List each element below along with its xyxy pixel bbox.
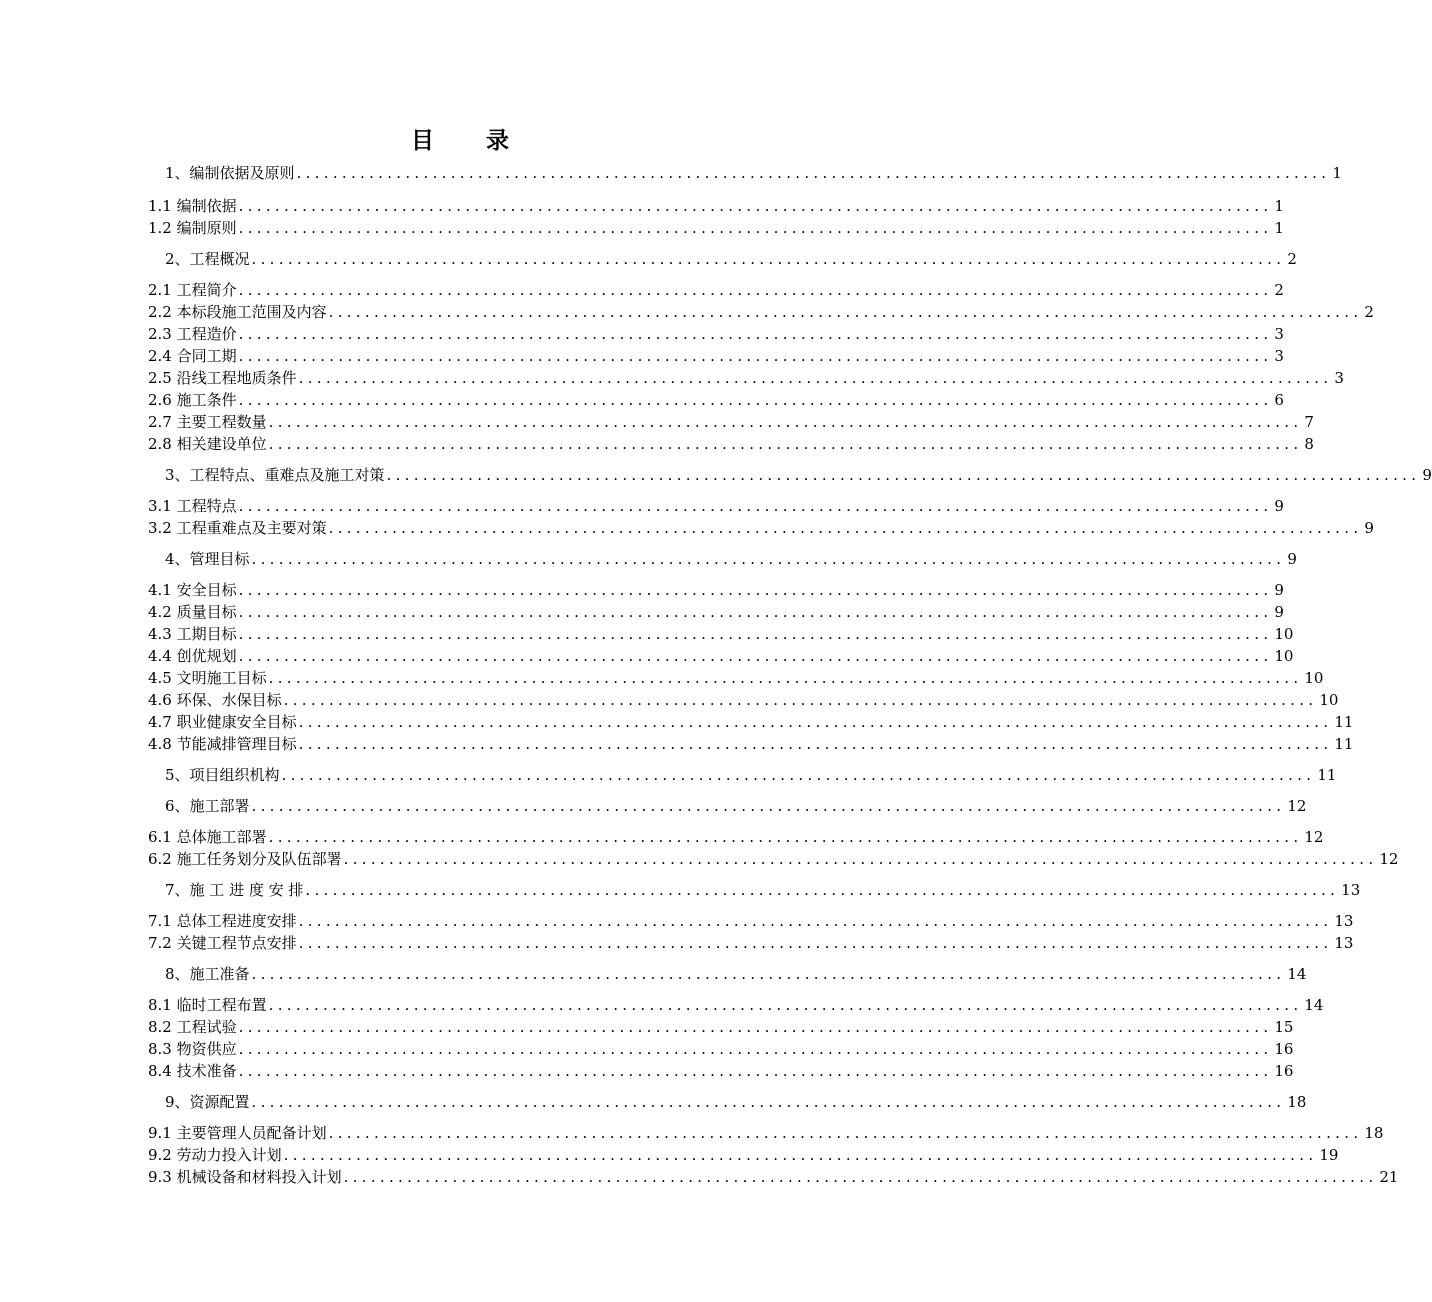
- toc-chapter-entry[interactable]: [148, 1091, 1307, 1113]
- toc-dot-leader: ..................................................................................................................: [251, 1093, 1286, 1111]
- toc-dot-leader: ..................................................................................................................: [386, 466, 1421, 484]
- toc-page-number: 3: [1274, 347, 1284, 365]
- toc-page-number: 7: [1304, 413, 1314, 431]
- toc-section-entry[interactable]: [148, 495, 1284, 517]
- toc-section-entry[interactable]: [148, 301, 1374, 323]
- toc-dot-leader: ..................................................................................................................: [305, 881, 1340, 899]
- toc-dot-leader: ..................................................................................................................: [343, 1168, 1378, 1186]
- toc-page-number: 2: [1364, 303, 1374, 321]
- toc-page-number: 16: [1274, 1062, 1294, 1080]
- toc-dot-leader: ..................................................................................................................: [238, 581, 1273, 599]
- toc-page-number: 3: [1274, 325, 1284, 343]
- toc-page-number: 1: [1274, 219, 1284, 237]
- toc-entry-label: 4.4 创优规划: [148, 647, 237, 665]
- toc-section-entry[interactable]: [148, 517, 1374, 539]
- toc-entry-label: 5、项目组织机构: [165, 766, 280, 784]
- toc-entry-label: 8.3 物资供应: [148, 1040, 237, 1058]
- toc-dot-leader: ..................................................................................................................: [251, 250, 1286, 268]
- toc-dot-leader: ..................................................................................................................: [343, 850, 1378, 868]
- toc-section-entry[interactable]: [148, 910, 1354, 932]
- toc-section-entry[interactable]: [148, 1166, 1399, 1188]
- toc-dot-leader: ..................................................................................................................: [281, 766, 1316, 784]
- toc-dot-leader: ..................................................................................................................: [328, 303, 1363, 321]
- toc-chapter-entry[interactable]: [148, 548, 1297, 570]
- toc-section-entry[interactable]: [148, 1016, 1294, 1038]
- toc-entry-label: 2.6 施工条件: [148, 391, 237, 409]
- toc-section-entry[interactable]: [148, 826, 1324, 848]
- toc-page-number: 9: [1274, 497, 1284, 515]
- toc-section-entry[interactable]: [148, 323, 1284, 345]
- toc-dot-leader: ..................................................................................................................: [268, 413, 1303, 431]
- toc-page-number: 13: [1334, 934, 1354, 952]
- toc-dot-leader: ..................................................................................................................: [238, 625, 1273, 643]
- toc-page-number: 16: [1274, 1040, 1294, 1058]
- toc-section-entry[interactable]: [148, 623, 1294, 645]
- toc-entry-label: 3、工程特点、重难点及施工对策: [165, 466, 385, 484]
- toc-entry-label: 8.1 临时工程布置: [148, 996, 267, 1014]
- toc-page-number: 15: [1274, 1018, 1294, 1036]
- toc-page-number: 1: [1274, 197, 1284, 215]
- toc-entry-label: 2.4 合同工期: [148, 347, 237, 365]
- toc-page-number: 9: [1274, 603, 1284, 621]
- toc-dot-leader: ..................................................................................................................: [298, 369, 1333, 387]
- toc-entry-label: 2.1 工程简介: [148, 281, 237, 299]
- toc-entry-label: 8.4 技术准备: [148, 1062, 237, 1080]
- toc-dot-leader: ..................................................................................................................: [238, 347, 1273, 365]
- toc-chapter-entry[interactable]: [148, 963, 1307, 985]
- toc-entry-label: 6.2 施工任务划分及队伍部署: [148, 850, 342, 868]
- toc-entry-label: 2.8 相关建设单位: [148, 435, 267, 453]
- toc-entry-label: 8.2 工程试验: [148, 1018, 237, 1036]
- toc-chapter-entry[interactable]: [148, 248, 1297, 270]
- toc-dot-leader: ..................................................................................................................: [268, 435, 1303, 453]
- toc-page-number: 10: [1319, 691, 1339, 709]
- toc-page-number: 14: [1287, 965, 1307, 983]
- toc-dot-leader: ..................................................................................................................: [268, 669, 1303, 687]
- toc-entry-label: 7、施 工 进 度 安 排: [165, 881, 304, 899]
- toc-page-number: 12: [1304, 828, 1324, 846]
- toc-entry-label: 6、施工部署: [165, 797, 250, 815]
- toc-section-entry[interactable]: [148, 689, 1339, 711]
- toc-section-entry[interactable]: [148, 195, 1284, 217]
- toc-dot-leader: ..................................................................................................................: [268, 996, 1303, 1014]
- toc-section-entry[interactable]: [148, 433, 1314, 455]
- toc-dot-leader: ..................................................................................................................: [238, 219, 1273, 237]
- toc-section-entry[interactable]: [148, 667, 1324, 689]
- toc-section-entry[interactable]: [148, 932, 1354, 954]
- toc-entry-label: 2.5 沿线工程地质条件: [148, 369, 297, 387]
- toc-entry-label: 4.7 职业健康安全目标: [148, 713, 297, 731]
- toc-page-number: 12: [1379, 850, 1399, 868]
- toc-section-entry[interactable]: [148, 411, 1314, 433]
- toc-section-entry[interactable]: [148, 601, 1284, 623]
- toc-entry-label: 4.5 文明施工目标: [148, 669, 267, 687]
- toc-dot-leader: ..................................................................................................................: [328, 519, 1363, 537]
- toc-page-number: 13: [1334, 912, 1354, 930]
- toc-page-number: 9: [1287, 550, 1297, 568]
- toc-dot-leader: ..................................................................................................................: [298, 735, 1333, 753]
- toc-page-number: 6: [1274, 391, 1284, 409]
- toc-section-entry[interactable]: [148, 1144, 1339, 1166]
- toc-chapter-entry[interactable]: [148, 162, 1342, 184]
- toc-page-number: 18: [1287, 1093, 1307, 1111]
- toc-page-number: 3: [1334, 369, 1344, 387]
- toc-entry-label: 3.2 工程重难点及主要对策: [148, 519, 327, 537]
- toc-page-number: 18: [1364, 1124, 1384, 1142]
- toc-dot-leader: ..................................................................................................................: [238, 281, 1273, 299]
- toc-dot-leader: ..................................................................................................................: [296, 164, 1331, 182]
- toc-entry-label: 2.3 工程造价: [148, 325, 237, 343]
- toc-page-number: 2: [1287, 250, 1297, 268]
- toc-page-number: 8: [1304, 435, 1314, 453]
- toc-entry-label: 4.8 节能减排管理目标: [148, 735, 297, 753]
- toc-dot-leader: ..................................................................................................................: [328, 1124, 1363, 1142]
- toc-section-entry[interactable]: [148, 994, 1324, 1016]
- toc-entry-label: 6.1 总体施工部署: [148, 828, 267, 846]
- toc-dot-leader: ..................................................................................................................: [238, 325, 1273, 343]
- toc-dot-leader: ..................................................................................................................: [268, 828, 1303, 846]
- toc-section-entry[interactable]: [148, 345, 1284, 367]
- toc-dot-leader: ..................................................................................................................: [238, 647, 1273, 665]
- toc-dot-leader: ..................................................................................................................: [238, 197, 1273, 215]
- toc-page-number: 11: [1334, 735, 1354, 753]
- toc-chapter-entry[interactable]: [148, 795, 1307, 817]
- toc-entry-label: 1.2 编制原则: [148, 219, 237, 237]
- toc-entry-label: 1.1 编制依据: [148, 197, 237, 215]
- toc-dot-leader: ..................................................................................................................: [238, 391, 1273, 409]
- table-of-contents: [148, 162, 1432, 1188]
- toc-entry-label: 7.1 总体工程进度安排: [148, 912, 297, 930]
- toc-dot-leader: ..................................................................................................................: [298, 934, 1333, 952]
- toc-page-number: 10: [1304, 669, 1324, 687]
- toc-dot-leader: ..................................................................................................................: [283, 691, 1318, 709]
- toc-dot-leader: ..................................................................................................................: [238, 603, 1273, 621]
- toc-page-number: 11: [1334, 713, 1354, 731]
- toc-entry-label: 7.2 关键工程节点安排: [148, 934, 297, 952]
- toc-entry-label: 3.1 工程特点: [148, 497, 237, 515]
- toc-section-entry[interactable]: [148, 1060, 1294, 1082]
- toc-section-entry[interactable]: [148, 279, 1284, 301]
- toc-entry-label: 2.2 本标段施工范围及内容: [148, 303, 327, 321]
- toc-dot-leader: ..................................................................................................................: [238, 1040, 1273, 1058]
- toc-entry-label: 8、施工准备: [165, 965, 250, 983]
- toc-page-number: 19: [1319, 1146, 1339, 1164]
- toc-page-number: 11: [1317, 766, 1337, 784]
- toc-entry-label: 9.3 机械设备和材料投入计划: [148, 1168, 342, 1186]
- toc-title: 目 录: [410, 127, 531, 154]
- toc-chapter-entry[interactable]: [148, 879, 1361, 901]
- toc-dot-leader: ..................................................................................................................: [251, 797, 1286, 815]
- toc-page-number: 12: [1287, 797, 1307, 815]
- toc-entry-label: 9.2 劳动力投入计划: [148, 1146, 282, 1164]
- toc-entry-label: 2、工程概况: [165, 250, 250, 268]
- toc-section-entry[interactable]: [148, 733, 1354, 755]
- toc-page-number: 10: [1274, 647, 1294, 665]
- toc-dot-leader: ..................................................................................................................: [251, 550, 1286, 568]
- toc-section-entry[interactable]: [148, 579, 1284, 601]
- toc-entry-label: 4.1 安全目标: [148, 581, 237, 599]
- toc-dot-leader: ..................................................................................................................: [298, 713, 1333, 731]
- toc-page-number: 2: [1274, 281, 1284, 299]
- toc-dot-leader: ..................................................................................................................: [251, 965, 1286, 983]
- toc-page-number: 9: [1274, 581, 1284, 599]
- toc-page-number: 14: [1304, 996, 1324, 1014]
- toc-section-entry[interactable]: [148, 848, 1399, 870]
- toc-entry-label: 9、资源配置: [165, 1093, 250, 1111]
- toc-entry-label: 4.3 工期目标: [148, 625, 237, 643]
- toc-page-number: 9: [1422, 466, 1432, 484]
- toc-section-entry[interactable]: [148, 389, 1284, 411]
- toc-section-entry[interactable]: [148, 1038, 1294, 1060]
- toc-page-number: 10: [1274, 625, 1294, 643]
- toc-dot-leader: ..................................................................................................................: [283, 1146, 1318, 1164]
- toc-chapter-entry[interactable]: [148, 764, 1337, 786]
- toc-entry-label: 9.1 主要管理人员配备计划: [148, 1124, 327, 1142]
- toc-dot-leader: ..................................................................................................................: [298, 912, 1333, 930]
- toc-section-entry[interactable]: [148, 645, 1294, 667]
- toc-page-number: 9: [1364, 519, 1374, 537]
- toc-dot-leader: ..................................................................................................................: [238, 1018, 1273, 1036]
- toc-entry-label: 4、管理目标: [165, 550, 250, 568]
- toc-section-entry[interactable]: [148, 711, 1354, 733]
- toc-page-number: 21: [1379, 1168, 1399, 1186]
- toc-page-number: 13: [1341, 881, 1361, 899]
- toc-section-entry[interactable]: [148, 1122, 1384, 1144]
- toc-chapter-entry[interactable]: [148, 464, 1432, 486]
- toc-entry-label: 4.2 质量目标: [148, 603, 237, 621]
- toc-dot-leader: ..................................................................................................................: [238, 1062, 1273, 1080]
- toc-entry-label: 4.6 环保、水保目标: [148, 691, 282, 709]
- toc-entry-label: 2.7 主要工程数量: [148, 413, 267, 431]
- toc-section-entry[interactable]: [148, 217, 1284, 239]
- toc-section-entry[interactable]: [148, 367, 1344, 389]
- toc-dot-leader: ..................................................................................................................: [238, 497, 1273, 515]
- toc-page-number: 1: [1332, 164, 1342, 182]
- toc-entry-label: 1、编制依据及原则: [165, 164, 295, 182]
